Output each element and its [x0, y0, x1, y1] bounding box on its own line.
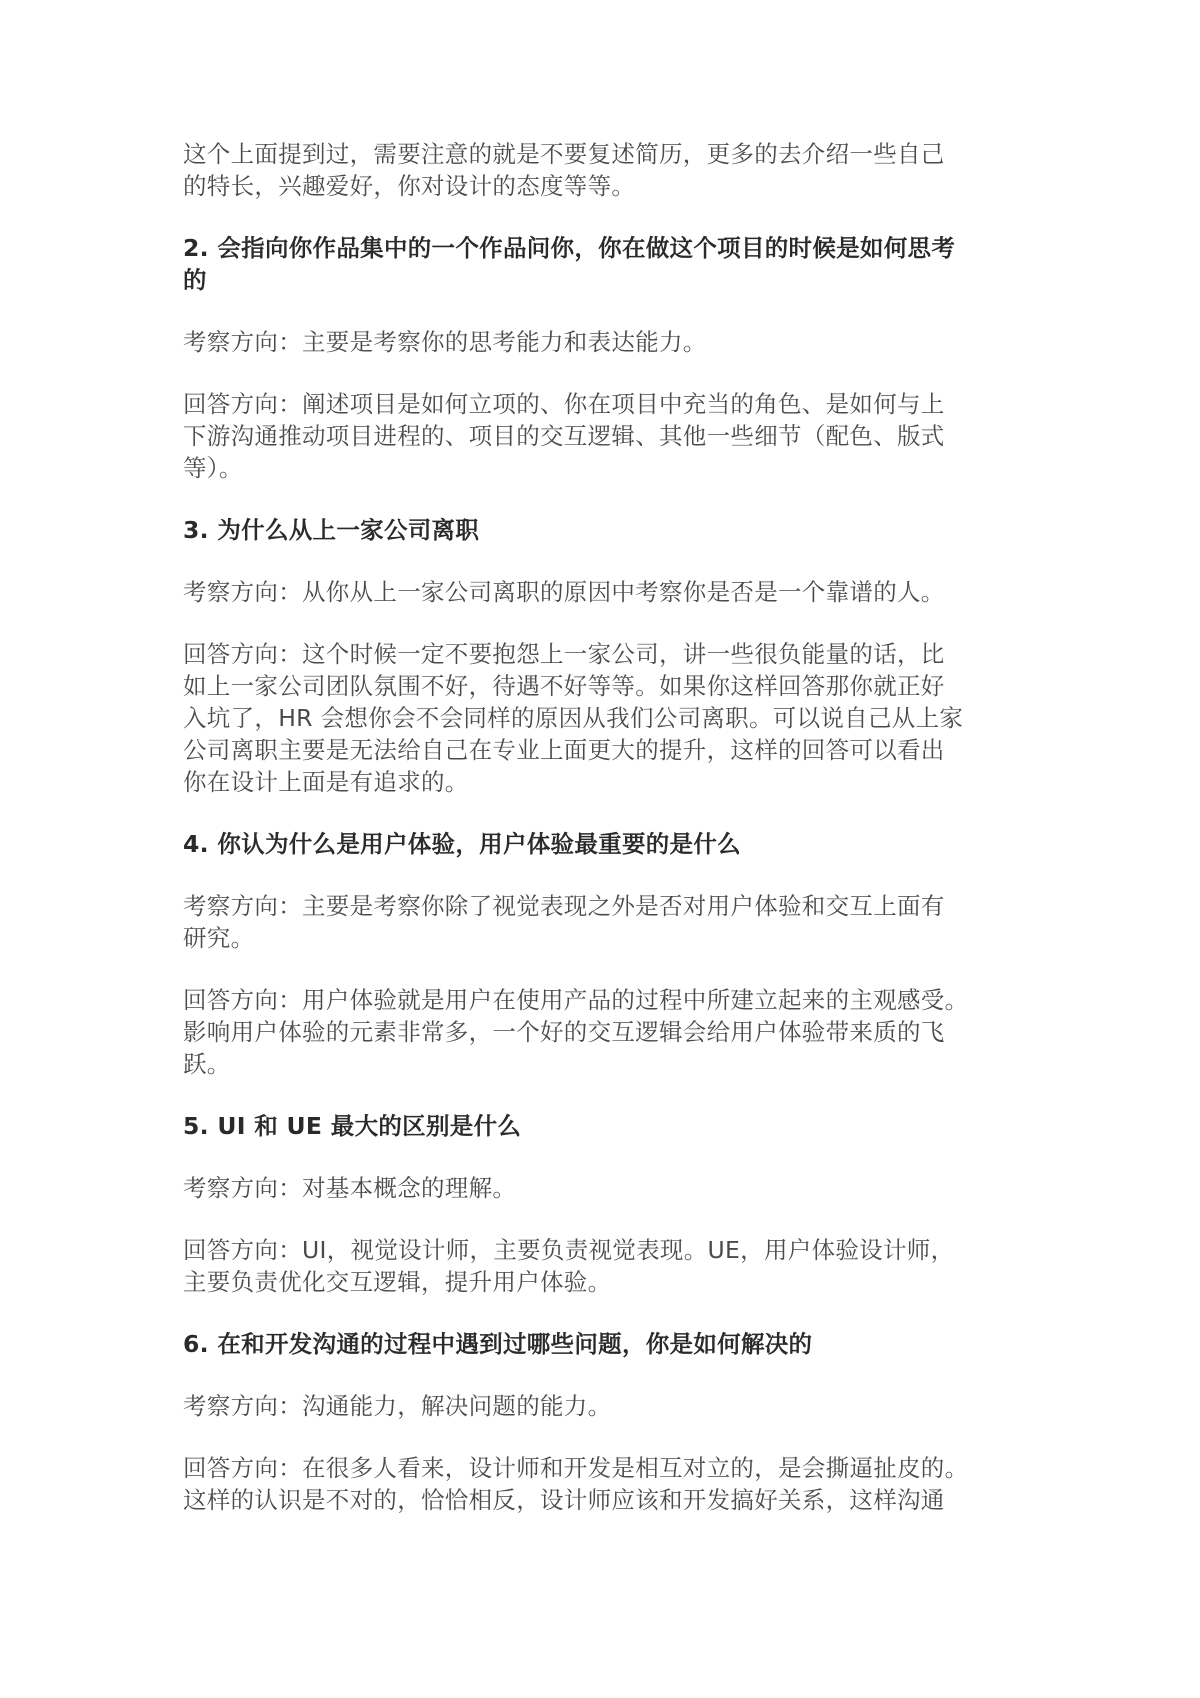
text-line: 回答方向：UI，视觉设计师，主要负责视觉表现。UE，用户体验设计师，: [183, 1236, 955, 1264]
examine-direction-5: [183, 1172, 1038, 1204]
text-line: 等）。: [183, 454, 243, 482]
examine-direction-3: [183, 576, 1038, 608]
text-line: 影响用户体验的元素非常多，一个好的交互逻辑会给用户体验带来质的飞: [183, 1018, 945, 1046]
text-line: 入坑了，HR 会想你会不会同样的原因从我们公司离职。可以说自己从上家: [183, 704, 964, 732]
answer-direction-3: [183, 638, 1038, 798]
answer-direction-6: [183, 1452, 1038, 1516]
heading-line: 4. 你认为什么是用户体验，用户体验最重要的是什么: [183, 830, 741, 858]
question-heading-2: [183, 232, 1038, 296]
heading-line: 6. 在和开发沟通的过程中遇到过哪些问题，你是如何解决的: [183, 1330, 813, 1358]
answer-direction-2: [183, 388, 1038, 484]
question-heading-3: [183, 514, 1038, 546]
text-line: 如上一家公司团队氛围不好，待遇不好等等。如果你这样回答那你就正好: [183, 672, 945, 700]
text-line: 跃。: [183, 1050, 231, 1078]
text-line: 考察方向：对基本概念的理解。: [183, 1174, 517, 1202]
text-line: 考察方向：主要是考察你除了视觉表现之外是否对用户体验和交互上面有: [183, 892, 945, 920]
text-line: 下游沟通推动项目进程的、项目的交互逻辑、其他一些细节（配色、版式: [183, 422, 945, 450]
text-line: 的特长，兴趣爱好，你对设计的态度等等。: [183, 172, 636, 200]
question-heading-5: [183, 1110, 1038, 1142]
text-line: 公司离职主要是无法给自己在专业上面更大的提升，这样的回答可以看出: [183, 736, 945, 764]
document-page: [183, 138, 1038, 1546]
text-line: 回答方向：用户体验就是用户在使用产品的过程中所建立起来的主观感受。: [183, 986, 969, 1014]
text-line: 回答方向：阐述项目是如何立项的、你在项目中充当的角色、是如何与上: [183, 390, 945, 418]
text-line: 考察方向：从你从上一家公司离职的原因中考察你是否是一个靠谱的人。: [183, 578, 945, 606]
heading-line: 的: [183, 266, 207, 294]
text-line: 考察方向：主要是考察你的思考能力和表达能力。: [183, 328, 707, 356]
examine-direction-2: [183, 326, 1038, 358]
text-line: 这样的认识是不对的，恰恰相反，设计师应该和开发搞好关系，这样沟通: [183, 1486, 945, 1514]
text-line: 这个上面提到过，需要注意的就是不要复述简历，更多的去介绍一些自己: [183, 140, 945, 168]
text-line: 研究。: [183, 924, 255, 952]
heading-line: 2. 会指向你作品集中的一个作品问你，你在做这个项目的时候是如何思考: [183, 234, 956, 262]
answer-direction-5: [183, 1234, 1038, 1298]
question-heading-6: [183, 1328, 1038, 1360]
text-line: 你在设计上面是有追求的。: [183, 768, 469, 796]
answer-direction-4: [183, 984, 1038, 1080]
intro-paragraph: [183, 138, 1038, 202]
text-line: 回答方向：在很多人看来，设计师和开发是相互对立的，是会撕逼扯皮的。: [183, 1454, 969, 1482]
text-line: 回答方向：这个时候一定不要抱怨上一家公司，讲一些很负能量的话，比: [183, 640, 945, 668]
heading-line: 3. 为什么从上一家公司离职: [183, 516, 480, 544]
question-heading-4: [183, 828, 1038, 860]
text-line: 考察方向：沟通能力，解决问题的能力。: [183, 1392, 612, 1420]
heading-line: 5. UI 和 UE 最大的区别是什么: [183, 1112, 522, 1140]
examine-direction-6: [183, 1390, 1038, 1422]
text-line: 主要负责优化交互逻辑，提升用户体验。: [183, 1268, 612, 1296]
examine-direction-4: [183, 890, 1038, 954]
